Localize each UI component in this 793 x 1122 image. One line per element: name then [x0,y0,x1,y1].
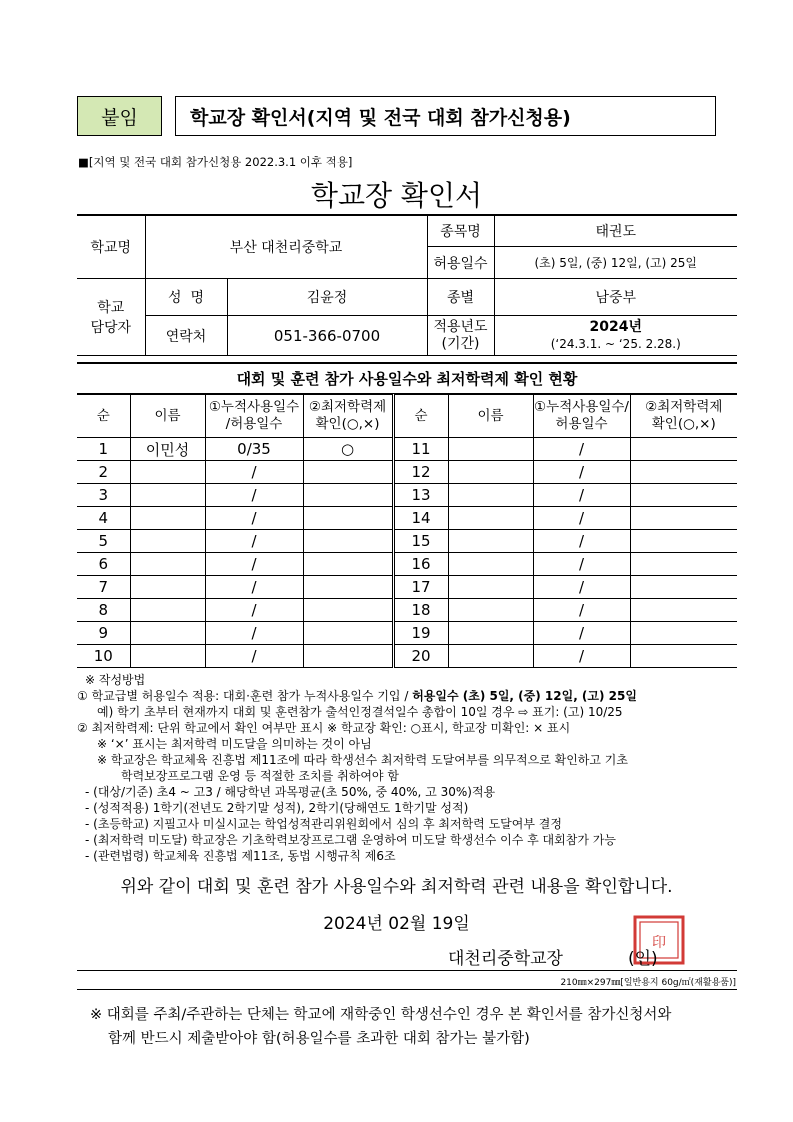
row-check [303,553,393,576]
row-days: / [533,645,630,668]
table-row [77,530,737,553]
note-item-2-sub1: ※ ‘×’ 표시는 최저학력 미도달을 의미하는 것이 아님 [97,737,372,751]
row-days: / [533,576,630,599]
row-check [303,622,393,645]
row-check [630,484,737,507]
divider [77,989,737,990]
table-row [77,507,737,530]
row-no: 20 [393,645,448,668]
seal-text: 印 [652,935,666,951]
applicability-note: ■[지역 및 전국 대회 참가신청용 2022.3.1 이후 적용] [78,155,353,169]
row-check [630,438,737,461]
note-item-1 [77,688,747,704]
row-check: ○ [303,438,393,461]
table-row [77,553,737,576]
year-label-line1: 적용년도 [433,318,488,335]
table-row [77,576,737,599]
row-no: 19 [393,622,448,645]
note-bullet: - (초등학교) 지필고사 미실시교는 학업성적관리위원회에서 심의 후 최저학력 도달여부 결정 [85,817,562,831]
bottom-note-line1: ※ 대회를 주최/주관하는 단체는 학교에 재학중인 학생선수인 경우 본 확인서를 참가신청서와 [90,1007,672,1023]
col-days-header [533,395,630,438]
row-no: 14 [393,507,448,530]
col-name-header: 이름 [130,395,205,438]
school-label: 학교명 [77,216,145,279]
row-no: 15 [393,530,448,553]
contact-value: 051-366-0700 [227,316,427,356]
row-check [303,484,393,507]
col-no-header: 순 [393,395,448,438]
note-bullet: - (관련법령) 학교체육 진흥법 제11조, 동법 시행규칙 제6조 [85,849,396,863]
row-name [448,576,533,599]
row-days: / [205,622,303,645]
row-name [448,438,533,461]
row-check [630,576,737,599]
row-name [448,530,533,553]
note-item-1-text: ① 학교급별 허용일수 적용: 대회·훈련 참가 누적사용일수 기입 / [77,689,413,703]
row-name [130,553,205,576]
table-row [77,599,737,622]
row-name [130,622,205,645]
name-value: 김윤정 [227,279,427,316]
row-days: / [533,599,630,622]
row-check [630,553,737,576]
row-name [448,645,533,668]
note-item-1-example: 예) 학기 초부터 현재까지 대회 및 훈련참가 출석인정결석일수 총합이 10일 경우 ⇨ 표기: (고) 10/25 [97,705,623,719]
col-academic-header [303,395,393,438]
seal-marker: (인) [628,949,658,969]
row-days: / [205,576,303,599]
row-no: 12 [393,461,448,484]
col-days-header [205,395,303,438]
row-check [630,507,737,530]
form-title: 학교장 확인서(지역 및 전국 대회 참가신청용) [175,96,716,136]
col-academic-header-line1: ②최저학력제 [645,399,723,415]
row-name [448,484,533,507]
col-name-header: 이름 [448,395,533,438]
col-days-header-line1: ①누적사용일수 [208,399,300,415]
row-check [630,530,737,553]
row-check [630,599,737,622]
contact-label: 연락처 [145,316,227,356]
row-days: / [205,530,303,553]
table-row [77,484,737,507]
row-name [130,507,205,530]
row-check [303,645,393,668]
row-name: 이민성 [130,438,205,461]
page-title: 학교장 확인서 [310,179,483,212]
row-no: 4 [77,507,130,530]
col-no-header: 순 [77,395,130,438]
row-no: 7 [77,576,130,599]
note-bullet: - (성적적용) 1학기(전년도 2학기말 성적), 2학기(당해연도 1학기말 성적) [85,801,469,815]
manager-label-line1: 학교 [97,300,125,316]
period-value: (‘24.3.1. ~ ‘25. 2.28.) [550,336,681,351]
row-check [630,645,737,668]
bottom-note [90,1003,671,1051]
row-name [130,530,205,553]
row-no: 13 [393,484,448,507]
row-days: / [205,599,303,622]
status-table-body [77,438,737,668]
row-name [130,599,205,622]
row-no: 17 [393,576,448,599]
row-no: 2 [77,461,130,484]
row-days: / [533,553,630,576]
col-days-header-line1: ①누적사용일수/ [534,399,629,415]
col-academic-header-line1: ②최저학력제 [308,399,387,415]
notes-heading: ※ 작성방법 [85,673,146,687]
row-no: 10 [77,645,130,668]
allowed-days-value: (초) 5일, (중) 12일, (고) 25일 [494,247,737,279]
school-value: 부산 대천리중학교 [145,216,427,279]
row-days: / [533,507,630,530]
year-value-cell [494,316,737,356]
confirmation-date: 2024년 02월 19일 [323,914,470,934]
category-label: 종별 [427,279,494,316]
divider [77,970,737,971]
row-days: / [205,484,303,507]
note-item-1-bold: 허용일수 (초) 5일, (중) 12일, (고) 25일 [412,689,637,703]
category-value: 남중부 [494,279,737,316]
table-row [77,438,737,461]
row-days: 0/35 [205,438,303,461]
manager-label [77,279,145,356]
row-no: 6 [77,553,130,576]
row-no: 5 [77,530,130,553]
row-name [448,599,533,622]
principal-name: 대천리중학교장 [448,949,563,969]
row-check [630,461,737,484]
row-check [303,599,393,622]
row-check [303,576,393,599]
row-no: 3 [77,484,130,507]
row-no: 1 [77,438,130,461]
row-name [130,484,205,507]
row-days: / [205,507,303,530]
year-label-line2: (기간) [441,335,480,352]
table-row [77,622,737,645]
col-days-header-line2: 허용일수 [555,416,608,432]
row-name [130,645,205,668]
row-check [630,622,737,645]
name-label: 성 명 [145,279,227,316]
row-days: / [533,484,630,507]
row-days: / [533,461,630,484]
year-label [427,316,494,356]
row-name [448,507,533,530]
table-row [77,645,737,668]
year-value: 2024년 [589,318,642,335]
row-name [448,461,533,484]
note-item-2-sub2: ※ 학교장은 학교체육 진흥법 제11조에 따라 학생선수 최저학력 도달여부를 의무적으로 확인하고 기초 [97,753,628,767]
note-item-2-sub2-cont: 학력보장프로그램 운영 등 적절한 조치를 취하여야 함 [121,769,399,783]
sport-label: 종목명 [427,216,494,247]
row-check [303,461,393,484]
row-days: / [533,530,630,553]
row-name [448,622,533,645]
row-days: / [205,645,303,668]
status-table [77,394,737,668]
info-table [77,215,737,356]
row-days: / [205,461,303,484]
table-row [77,461,737,484]
row-no: 11 [393,438,448,461]
row-no: 9 [77,622,130,645]
paper-spec: 210㎜×297㎜[일반용지 60g/㎡(재활용품)] [560,978,736,988]
row-no: 8 [77,599,130,622]
row-no: 16 [393,553,448,576]
row-no: 18 [393,599,448,622]
col-days-header-line2: /허용일수 [225,416,283,432]
manager-label-line2: 담당자 [90,320,132,336]
row-days: / [205,553,303,576]
row-name [130,576,205,599]
attachment-label: 붙임 [77,96,162,136]
row-name [448,553,533,576]
col-academic-header [630,395,737,438]
allowed-days-label: 허용일수 [427,247,494,279]
col-academic-header-line2: 확인(○,×) [651,416,716,432]
confirmation-text: 위와 같이 대회 및 훈련 참가 사용일수와 최저학력 관련 내용을 확인합니다. [120,877,673,897]
status-heading: 대회 및 훈련 참가 사용일수와 최저학력제 확인 현황 [77,362,737,394]
row-check [303,507,393,530]
row-days: / [533,622,630,645]
col-academic-header-line2: 확인(○,×) [315,416,380,432]
row-check [303,530,393,553]
writing-instructions [77,672,747,864]
note-item-2: ② 최저학력제: 단위 학교에서 확인 여부만 표시 ※ 학교장 확인: ○표시, 학교장 미확인: × 표시 [77,721,571,735]
note-bullet: - (대상/기준) 초4 ~ 고3 / 해당학년 과목평균(초 50%, 중 40%, 고 30%)적용 [85,785,496,799]
bottom-note-line2: 함께 반드시 제출받아야 함(허용일수를 초과한 대회 참가는 불가함) [108,1031,530,1047]
sport-value: 태권도 [494,216,737,247]
row-name [130,461,205,484]
row-days: / [533,438,630,461]
note-bullet: - (최저학력 미도달) 학교장은 기초학력보장프로그램 운영하여 미도달 학생선수 이수 후 대회참가 가능 [85,833,616,847]
